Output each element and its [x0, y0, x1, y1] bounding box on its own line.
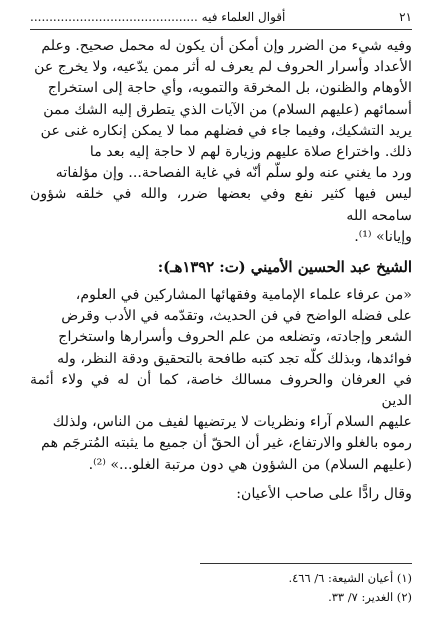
- footnotes: [30, 569, 412, 607]
- footnote-1: (١) أعيان الشيعة: ٦/ ٤٦٦.: [288, 571, 412, 585]
- text-line: يريد التشكيك، وفيما جاء في فضلهم مما لا يمكن إنكاره غنى عن: [40, 122, 412, 139]
- section-heading: الشيخ عبد الحسين الأميني (ت: ١٣٩٢هـ):: [157, 259, 412, 277]
- page-header: [30, 8, 412, 28]
- text-line: أسمائهم (عليهم السلام) من الآيات الذي يتطرق إليه الشك ممن: [43, 101, 412, 118]
- text-line: «من عرفاء علماء الإمامية وفقهائها المشاركين في العلوم،: [75, 287, 412, 304]
- paragraph-1: [30, 36, 412, 248]
- text-line: وفيه شيء من الضرر وإن أمكن أن يكون له محمل صحيح. وعلم: [41, 38, 412, 54]
- paragraph-2: [30, 285, 412, 476]
- text-line: ذلك. واختراع صلاة عليهم وزيارة لهم لا حاجة إليه بعد ما: [89, 144, 412, 161]
- text-line: فوائدها، وبذلك كلّه تجد كتبه طافحة بالتحقيق ودقة النظر، وله: [57, 350, 412, 367]
- header-rule: [30, 29, 412, 30]
- main-text: [30, 36, 412, 504]
- page-number: ٢١: [399, 10, 412, 24]
- text-line: وإيانا» ⁽¹⁾.: [354, 228, 412, 245]
- running-title: أقوال العلماء فيه ............................................: [30, 10, 286, 24]
- text-line: (عليهم السلام) من الشؤون هي دون مرتبة الغلو...» ⁽²⁾.: [88, 456, 412, 473]
- text-line: عليهم السلام آراء ونظريات لا يرتضيها لفيف من الناس، ولذلك: [52, 414, 412, 431]
- text-line: الشعر وإجادته، وتضلعه من علم الحروف وأسرارها واستخراج: [58, 329, 412, 346]
- text-line: الأوهام والظنون، بل المخرقة والتمويه، وأي حاجة إلى استخراج: [47, 80, 412, 97]
- text-line: على فضله الواضح في فن الحديث، وتقدّمه في الأدب وقرض: [61, 308, 412, 325]
- text-line: في العرفان والحروف مسالك خاصة، كما أن له في ولاء أئمة الدين: [30, 371, 412, 410]
- footnote-rule: [200, 563, 412, 564]
- footnote-2: (٢) الغدير: ٧/ ٣٣.: [328, 590, 412, 604]
- reply-line: وقال رادًّا على صاحب الأعيان:: [236, 485, 412, 502]
- text-line: ليس فيها كثير نفع وفي بعضها ضرر، والله في خلقه شؤون سامحه الله: [30, 186, 412, 224]
- text-line: ورد ما يغني عنه ولو سلّم أنّه في غاية الفصاحة... وإن مؤلفاته: [55, 165, 412, 182]
- text-line: رموه بالغلو والارتفاع، غير أن الحقّ أن جميع ما يثبته المُترجَم هم: [41, 435, 412, 452]
- text-line: الأعداد وأسرار الحروف لم يعرف له أثر ممن يدّعيه، ولا يخرج عن: [34, 59, 412, 76]
